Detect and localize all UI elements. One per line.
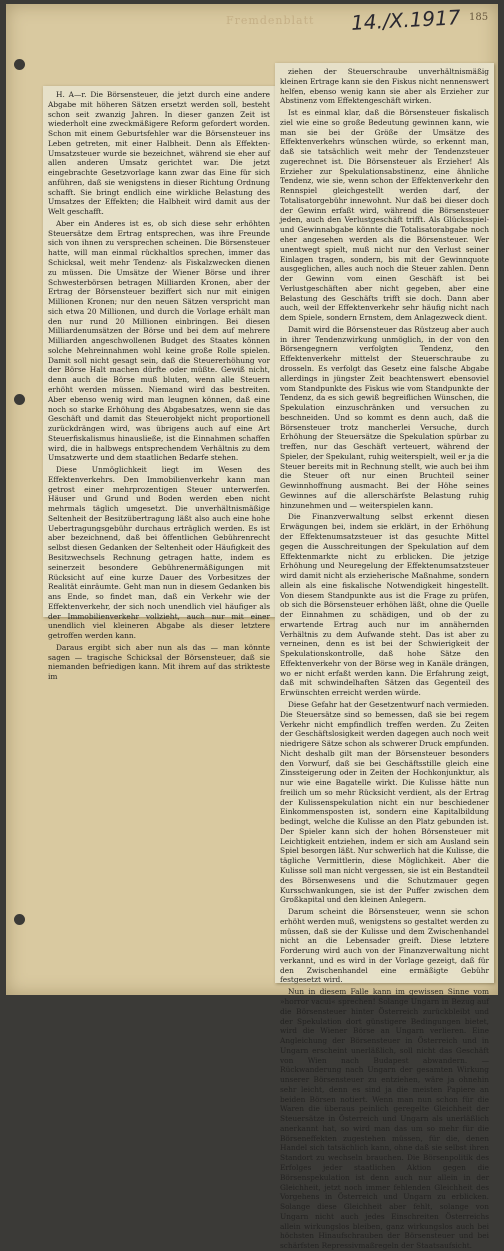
article-paragraph: H. A—r. Die Börsensteuer, die jetzt durch eine andere Abgabe mit höheren Sätzen ersetzt werden soll, besteht schon seit zwanzig Jahren. In dieser ganzen Zeit ist wiederholt eine zweckmäßigere Reform gefordert worden. Schon mit einem Geburtsfehler war die Börsensteuer ins Leben getreten, mit einer Halbheit. Denn als Effekten-Umsatzsteuer wurde sie bezeichnet, während sie eher auf allen anderen Umsatz gerichtet war. Die jetzt eingebrachte Gesetzvorlage kann zwar das Eine für sich anführen, daß sie wenigstens in dieser Richtung Ordnung schafft. Sie bringt endlich eine wirkliche Belastung des Umsatzes der Effekten; die Halbheit wird damit aus der Welt geschafft. [48,90,270,217]
article-paragraph: Nun in diesem Falle kann im gewissen Sinne vom »horror vacui« sprechen! Solange Ungarn in Bezug auf die Börsensteuer hinter Österreich zurückbleibt und der Spekulation dort günstigere Bedingungen bietet, wird die Wiener Börse an Ungarn verlieren. Eine Angleichung der Börsensteuer in Österreich und in Ungarn erscheint unerläßlich, soll nicht das Geschäft von Wien nach Budapest abwandern. — Rückwanderung nach Ungarn der gesamten Wirkung unserer Börsensteuer zu entziehen, wäre ja ohnehin sehr leicht, denn es sind ja die meisten Papiere an beiden Börsen notiert. Wenn man nun schon für die Waren die überaus peinlich geregelte Gleichheit der Steuersätze in Österreich und Ungarn als unerläßlich anerkannt hat, so wird man das um so mehr für die Börseneffekten zugestehen müssen, für die, denen Handel sich tatsächlich kann, ohne daß sie selbst ihren Standort zu wechseln brauchen. Die Börsenpolitik des Erfolges jeder staatlichen Aktion gegen die Börsenspekulation ist denn auch nur allein in der Gleichheit, jetzt noch immer fehlenden Gleichheit des Vorgehens in Österreich und Ungarn zu erblicken. Solange diese Gleichheit aber fehlt, solange von Ungarn nicht auch jedes Einschreiten Österreichs allein wirkungslos bleiben, ganz wirkungslos auch bei höchsten Hinaufschrauben der Börsensteuer und bei schärfsten Repressivmaßregeln der Staatsaufsicht. [280,987,489,1251]
article-paragraph: Aber ein Anderes ist es, ob sich diese sehr erhöhten Steuersätze dem Ertrag entsprechen, was ihre Freunde sich von ihnen zu versprechen scheinen. Die Börsensteuer hatte, will man einmal rückhaltlos sprechen, immer das Schicksal, weit mehr Tendenz- als Fiskalzwecken dienen zu müssen. Die Umsätze der Wiener Börse und ihrer Schwesterbörsen betragen Milliarden Kronen, aber der Ertrag der Börsensteuer beziffert sich nur mit einigen Millionen Kronen; nur den neuen Sätzen verspricht man sich etwa 20 Millionen, und durch die Vorlage erhält man den nur rund 20 Millionen einbringen. Bei diesen Milliardenumsätzen der Börse und bei dem auf mehrere Milliarden angeschwollenen Budget des Staates können solche Mehreinnahmen wohl keine große Rolle spielen. Damit soll nicht gesagt sein, daß die Steuererhöhung vor der Börse Halt machen dürfte oder müßte. Gewiß nicht, denn auch die Börse muß bluten, wenn alle Steuern erhöht werden müssen. Niemand wird das bestreiten. Aber ebenso wenig wird man leugnen können, daß eine noch so starke Erhöhung des Abgabesatzes, wenn sie das Geschäft und damit das Steuerobjekt nicht proportionell zurückdrängen wird, was übrigens auch auf eine Art Steuerfiskalismus hinausließe, ist die Einnahmen schaffen wird, die in halbwegs entsprechendem Verhältnis zu dem Umsatzwerte und dem staatlichen Bedarfe stehen. [48,218,270,463]
newspaper-clipping-right [275,63,494,1251]
article-paragraph: Die Finanzverwaltung selbst erkennt diesen Erwägungen bei, indem sie erklärt, in der Erhöhung der Effektenumsatzsteuer ist das gesuchte Mittel gegen die Ausschreitungen der Spekulation auf dem Effektenmarkte nicht zu erblicken. Die jetzige Erhöhung und Neuregelung der Effektenumsatzsteuer wird damit nicht als erzieherische Maßnahme, sondern allein als eine fiskalische Notwendigkeit hingestellt. Von diesem Standpunkte aus ist die Frage zu prüfen, ob sich die Börsensteuer erhöhen läßt, ohne die Quelle der Einnahmen zu schädigen, und ob der zu erwartende Ertrag auch nur im annähernden Verhältnis zu dem Aufwande steht. Das ist aber zu verneinen, denn es ist bei der Schwierigkeit der Spekulationskontrolle, daß hohe Sätze den Effektenverkehr von der Börse weg in Kanäle drängen, wo er nicht erfaßt werden kann. Die Erfahrung zeigt, daß mit schwindelhaften Sätzen das Gegenteil des Erwünschten erreicht werden würde. [280,512,489,698]
article-paragraph: Damit wird die Börsensteuer das Rüstzeug aber auch in ihrer Tendenzwirkung unmöglich, in der von den Börsengegnern verfolgten Tendenz, den Effektenverkehr mittelst der Steuerschraube zu drosseln. Es verfolgt das Gesetz eine falsche Abgabe allerdings in jüngster Zeit beachtenswert ebensoviel vom Standpunkte des Fiskus wie vom Standpunkte der Tendenz, da es sich gewiß begreiflichen Wünschen, die Spekulation einzuschränken und versuchen zu beschneiden. Und so kommt es denn auch, daß die Börsensteuer trotz mancherlei Versuche, durch Erhöhung der Steuersätze die Spekulation spürbar zu treffen, nur das Geschäft verteuert, während der Spieler, der Spekulant, ruhig weiterspielt, weil er ja die Steuer bereits mit in Rechnung stellt, wie auch bei ihm die Steuer oft nur einen Bruchteil seiner Gewinnhoffnung ausmacht. Bei der Höhe seines Gewinnes auf die allerschärfste Belastung ruhig hinzunehmen und — weiterspielen kann. [280,324,489,510]
newspaper-clipping-left [43,86,275,682]
article-paragraph: Darum scheint die Börsensteuer, wenn sie schon erhöht werden muß, wenigstens so gestaltet werden zu müssen, daß sie der Kulisse und dem Zwischenhandel nicht an die Lebensader greift. Diese letztere Forderung wird auch von der Finanzverwaltung nicht verkannt, und es wird in der Vorlage gezeigt, daß für den Zwischenhandel eine ermäßigte Gebühr festgesetzt wird. [280,907,489,985]
punch-hole [14,394,25,405]
article-paragraph: ziehen der Steuerschraube unverhältnismäßig kleinen Ertrage kann sie den Fiskus nicht nennenswert helfen, ebenso wenig kann sie aber als Erzieher zur Abstinenz vom Effektengeschäft wirken. [280,67,489,106]
page-number: 185 [469,12,489,23]
article-paragraph: Diese Unmöglichkeit liegt im Wesen des Effektenverkehrs. Den Immobilienverkehr kann man getrost einer mehrprozentigen Steuer unterwerfen. Häuser und Grund und Boden werden eben nicht mehrmals täglich umgesetzt. Die unverhältnismäßige Seltenheit der Besitzübertragung läßt also auch eine hohe Uebertragungsgebühr durchaus erträglich werden. Es ist aber bezeichnend, daß bei öffentlichen Gebührenrecht selbst diesen Gedanken der Seltenheit oder Häufigkeit des Besitzwechsels Rechnung getragen hatte, indem es seinerzeit besondere Gebührenermäßigungen mit Rücksicht auf eine kurze Dauer des Vorbesitzes der Realität einräumte. Geht man nun in diesem Gedanken bis ans Ende, so findet man, daß ein Verkehr wie der Effektenverkehr, der sich noch unendlich viel häufiger als der Immobilienverkehr vollzieht, auch nur mit einer unendlich viel kleineren Abgabe als dieser letztere getroffen werden kann. [48,465,270,641]
article-paragraph: Ist es einmal klar, daß die Börsensteuer fiskalisch ziel wie eine so große Bedeutung gewinnen kann, wie man sie bei der Größe der Umsätze des Effektenverkehrs wünschen würde, so erkennt man, daß sie tatsächlich weit mehr der Tendenzsteuer zugerechnet ist. Die Börsensteuer als Erzieher! Als Erzieher zur Spekulationsabstinenz, eine ähnliche Tendenz, wie sie, wenn schon der Effektenverkehr den Rennspiel gleichgestellt werden darf, der Totalisatorgebühr innewohnt. Nur daß bei dieser doch der Gewinn erfaßt wird, während die Börsensteuer jeden, auch den Verlustgeschäft trifft. Als Glücksspiel- und Gewinnabgabe könnte die Totalisatorabgabe noch eher angesehen werden als die Börsensteuer. Wer unentwegt spielt, muß nicht nur den Verlust seiner Einlagen tragen, sondern, bis mit der Gewinnquote ausgeglichen, alles auch noch die Steuer zahlen. Denn der Gewinn vom einen Geschäft ist bei Verlustgeschäften aber nicht gegeben, aber eine Belastung des Geschäfts trifft sie doch. Dann aber auch, weil der Effektenverkehr sehr häufig nicht nach dem Spiele, sondern Ernstem, dem Anlagezweck dient. [280,108,489,323]
handwritten-date: 14./X.1917 [350,5,462,35]
faded-stamp: Fremdenblatt [226,14,315,27]
article-paragraph: Diese Gefahr hat der Gesetzentwurf nach vermieden. Die Steuersätze sind so bemessen, daß sie bei regem Verkehr nicht empfindlich treffen werden. Zu Zeiten der Geschäftslosigkeit werden dagegen auch noch weit niedrigere Sätze schon als schwerer Druck empfunden. Nicht deshalb gilt man der Börsensteuer besonders den Vorwurf, daß sie bei Geschäftsstille gleich eine Zinssteigerung oder in Zeiten der Hochkonjunktur, als nur wie eine Bagatelle wirkt. Die Kulisse hätte nun freilich um so mehr Rücksicht verdient, als der Ertrag der Kulissenspekulation nicht ein nur beschiedener Einkommensposten ist, sondern eine Kapitalbildung bedingt, welche die Kulisse an den Platz gebunden ist. Der Spieler kann sich der hohen Börsensteuer mit Leichtigkeit entziehen, indem er sich am Ausland sein Spiel besorgen läßt. Nur schwerlich hat die Kulisse, die tägliche Vermittlerin, diese Möglichkeit. Aber die Kulisse soll man nicht vergessen, sie ist ein Bestandteil des Börsenwesens und die Schutzmauer gegen Kursschwankungen, sie ist der Puffer zwischen dem Großkapital und den kleinen Anlegern. [280,700,489,905]
article-paragraph: Daraus ergibt sich aber nun als das — man könnte sagen — tragische Schicksal der Börsensteuer, daß sie niemanden befriedigen kann. Mit ihrem auf das strikteste im [48,642,270,682]
punch-hole [14,59,25,70]
punch-hole [14,914,25,925]
